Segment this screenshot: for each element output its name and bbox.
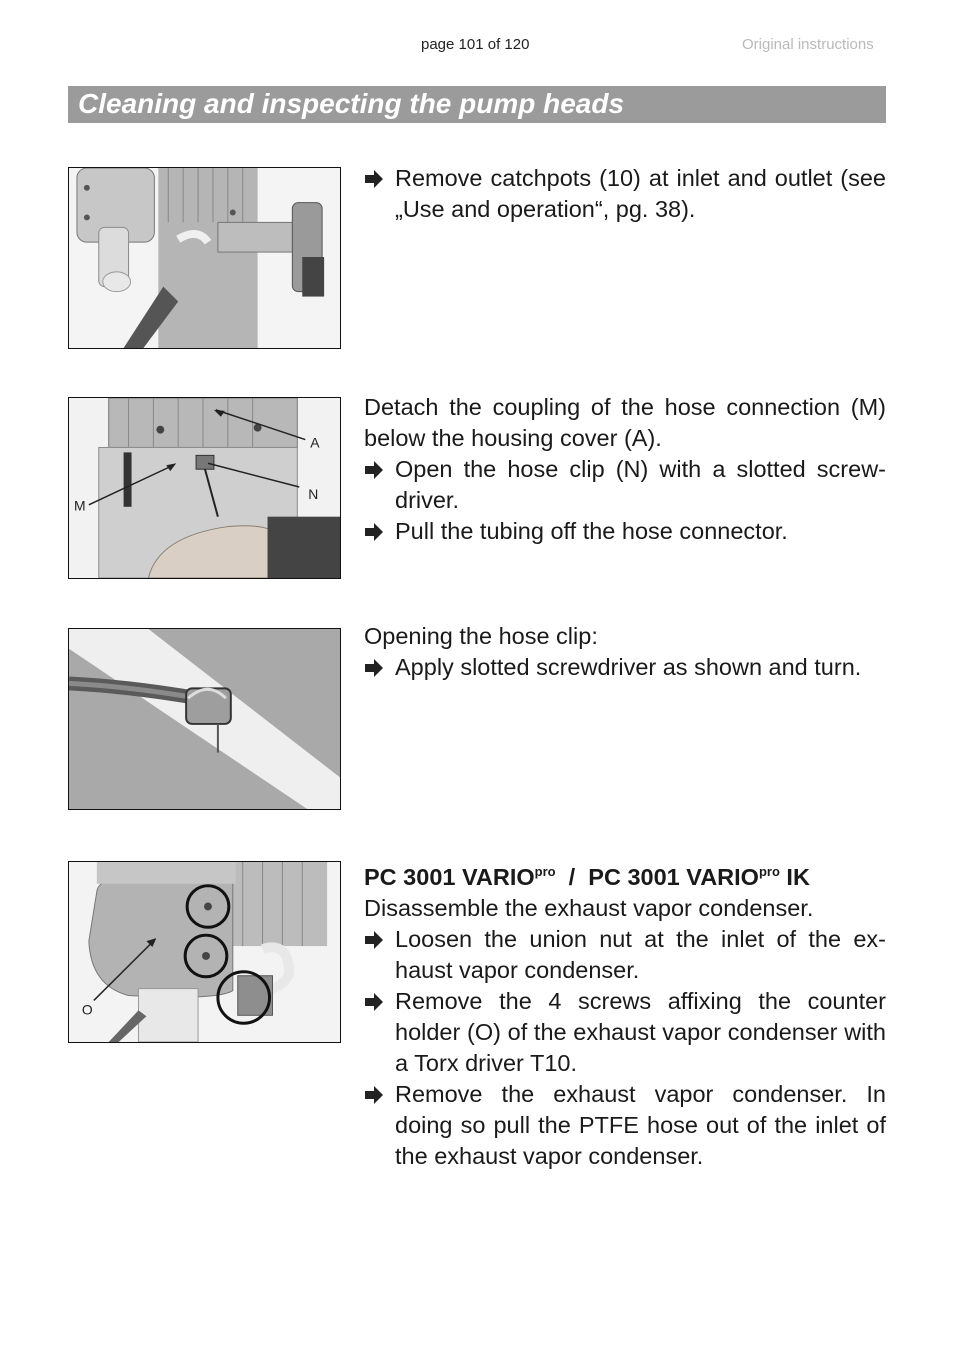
bullet-item: [364, 163, 886, 225]
model-suffix: pro: [758, 864, 780, 879]
bullet-item: [364, 652, 886, 683]
bullet-item: [364, 516, 886, 547]
section-title-bar: [68, 86, 886, 123]
right-arrow-icon: [364, 926, 384, 954]
figure-label-o: O: [81, 1001, 93, 1018]
bullet-text: Loosen the union nut at the inlet of the ex-haust vapor condenser.: [395, 926, 886, 983]
bullet-text: Pull the tubing off the hose connector.: [395, 518, 788, 544]
figure-label-a: A: [310, 434, 320, 451]
figure-catchpots: [68, 167, 341, 349]
figure-hose-connection: [68, 397, 341, 579]
right-arrow-icon: [364, 654, 384, 682]
bullet-text: Remove catchpots (10) at inlet and outlet (see „Use and operation“, pg. 38).: [395, 165, 886, 222]
model-heading: [364, 856, 886, 893]
bullet-item: [364, 454, 886, 516]
paragraph: Detach the coupling of the hose connection (M) below the housing cover (A).: [364, 394, 886, 451]
right-arrow-icon: [364, 456, 384, 484]
block-hose-clip: [364, 621, 886, 683]
model-name: PC 3001 VARIO: [588, 864, 759, 890]
bullet-item: [364, 986, 886, 1079]
bullet-item: [364, 924, 886, 986]
paragraph: Disassemble the exhaust vapor condenser.: [364, 895, 814, 921]
bullet-text: Remove the 4 screws affixing the counter holder (O) of the exhaust vapor condenser with a Torx driver T10.: [395, 988, 886, 1076]
right-arrow-icon: [364, 988, 384, 1016]
right-arrow-icon: [364, 518, 384, 546]
page-number: page 101 of 120: [421, 36, 530, 53]
right-arrow-icon: [364, 165, 384, 193]
block-condenser: [364, 856, 886, 1172]
model-separator: /: [555, 864, 589, 890]
block-hose-connection: [364, 392, 886, 547]
block-catchpots: [364, 163, 886, 225]
figure-label-m: M: [73, 497, 86, 514]
bullet-text: Remove the exhaust vapor condenser. In doing so pull the PTFE hose out of the inlet of the exhaust vapor condenser.: [395, 1081, 886, 1169]
model-variant: IK: [779, 864, 810, 890]
figure-label-n: N: [308, 485, 319, 502]
figure-hose-clip: [68, 628, 341, 810]
bullet-item: [364, 1079, 886, 1172]
model-name: PC 3001 VARIO: [364, 864, 535, 890]
figure-condenser: [68, 861, 341, 1043]
bullet-text: Open the hose clip (N) with a slotted screw-driver.: [395, 456, 886, 513]
right-arrow-icon: [364, 1081, 384, 1109]
section-title: Cleaning and inspecting the pump heads: [78, 88, 625, 119]
bullet-text: Apply slotted screwdriver as shown and turn.: [395, 654, 862, 680]
model-suffix: pro: [534, 864, 556, 879]
paragraph: Opening the hose clip:: [364, 623, 598, 649]
document-type-label: Original instructions: [742, 36, 874, 53]
